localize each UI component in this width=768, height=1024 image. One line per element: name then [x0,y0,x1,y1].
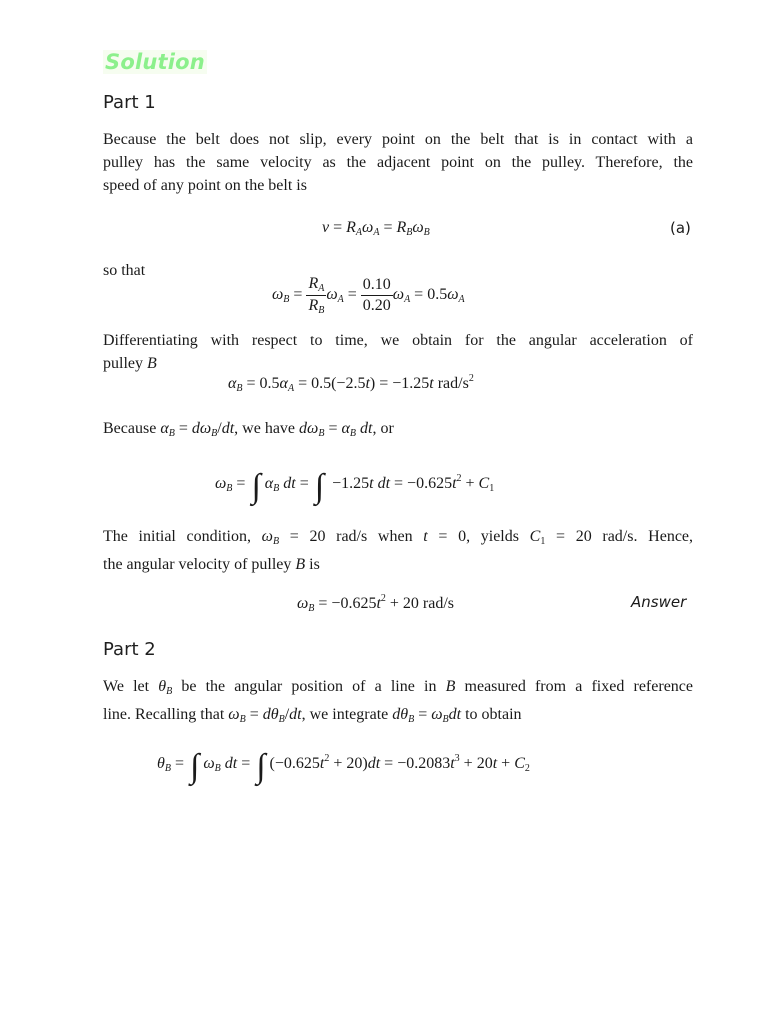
because-text: Because $\alpha_B = d\omega_B/dt$, we have $d\omega_B = \alpha_B$ dt, or [103,420,394,439]
integral-sign: ∫ [256,748,266,785]
equation-velocity: $v = R_A\omega_A = R_B\omega_B$ [322,219,430,238]
equation-tag-a: (a) [670,219,691,237]
so-that-text: so that [103,262,146,279]
paragraph-line: The initial condition, $\omega_B = 20$ rad/s when t = 0, yields C1 = 20 rad/s. Hence, [103,528,694,547]
initial-condition-paragraph [103,525,693,576]
equation-alpha-b: $\alpha_B = 0.5\alpha_A = 0.5(-2.5t) = -1.25t$ rad/$s^2$ [228,373,474,394]
fraction-ra-rb: $\frac{R_A}{R_B}$ [308,275,325,316]
paragraph-line: pulley B [103,355,157,372]
paragraph-line: pulley has the same velocity as the adjacent point on the pulley. Therefore, the [103,154,693,171]
part-2-paragraph [103,675,693,731]
differentiating-paragraph [103,329,693,375]
paragraph-line: the angular velocity of pulley B is [103,556,320,573]
paragraph-line: line. Recalling that $\omega_B = d\theta_B/dt$, we integrate $d\theta_B = \omega_Bdt$ to obtain [103,706,522,725]
equation-omega-integral: $\omega_B$ = ∫ $\alpha_B$ dt = ∫ −1.25t dt = $-0.625t^2 + C1$ [215,468,495,505]
answer-label: Answer [631,593,687,611]
equation-theta-integral: $\theta_B$ = ∫ $\omega_B$ dt = ∫ $(-0.625t^2 + 20)dt = -0.2083t^3 + 20t + C2$ [157,748,530,785]
part-1-paragraph [103,128,693,197]
solution-heading: Solution [105,50,205,74]
paragraph-line: Because the belt does not slip, every point on the belt that is in contact with a [103,131,693,148]
integral-sign: ∫ [190,748,200,785]
paragraph-line: We let $\theta_B$ be the angular position of a line in B measured from a fixed reference [103,678,693,697]
integral-sign: ∫ [314,468,325,505]
integral-sign: ∫ [251,468,261,505]
equation-omega-b-ratio: $\omega_B$ = $\frac{R_A}{R_B}$ $\omega_A$ = $\frac{0.10}{0.20}$ $\omega_A = 0.5\omega_A$ [272,275,465,316]
paragraph-line: Differentiating with respect to time, we obtain for the angular acceleration of [103,332,693,349]
fraction-radius-values [361,276,393,315]
paragraph-line: speed of any point on the belt is [103,177,307,194]
equation-omega-answer: $\omega_B = -0.625t^2 + 20$ rad/s [297,593,455,614]
fraction-denominator: 0.20 [362,297,391,314]
fraction-numerator: 0.10 [361,276,393,296]
part-1-title: Part 1 [103,92,156,113]
part-2-title: Part 2 [103,639,156,660]
